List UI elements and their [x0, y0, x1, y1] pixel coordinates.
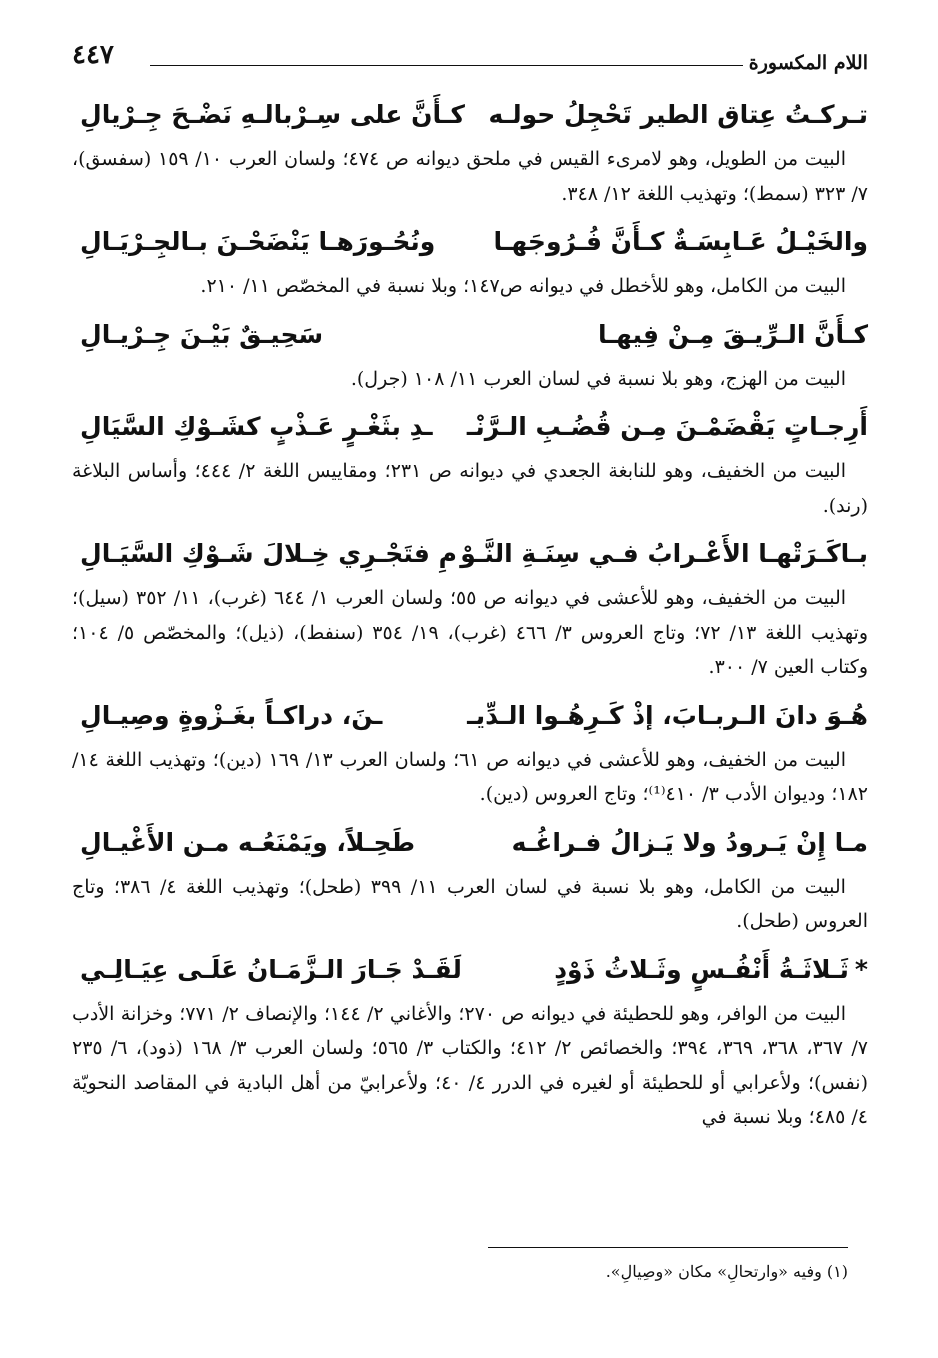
poetry-entry: [72, 529, 868, 685]
poetry-entry: [72, 310, 868, 397]
verse-line: [72, 402, 868, 454]
verse-line: [72, 217, 868, 269]
source-note: [72, 142, 868, 211]
header-rule: [150, 65, 743, 66]
source-note: [72, 269, 868, 304]
first-hemistich: أَرِجـاتٍ يَقْضَمْـنَ مِـن قُضُـبِ الـرَّنْـ: [466, 412, 868, 441]
section-title: اللام المكسورة: [748, 52, 868, 74]
first-hemistich: والخَيْـلُ عَـابِسَـةٌ كـأَنَّ فُـرُوجَهـا: [493, 227, 868, 256]
asterisk-marker: *: [854, 954, 868, 984]
first-hemistich: بـاكَـرَتْهـا الأَعْـرابُ فـي سِنَـةِ النَّـوْ: [460, 539, 868, 568]
poetry-entry: [72, 402, 868, 523]
second-hemistich: ـنَ، دراكـاً بغَـزْوةٍ وصِيـالِ: [80, 700, 383, 730]
source-note: [72, 997, 868, 1135]
source-note: [72, 454, 868, 523]
page-number: ٤٤٧: [72, 40, 114, 70]
source-note-text: البيت من الكامل، وهو بلا نسبة في لسان العرب ١١/ ٣٩٩ (طحل)؛ وتهذيب اللغة ٤/ ٣٨٦؛ وتاج العروس (طحل).: [72, 875, 868, 932]
source-note: [72, 870, 868, 939]
footnote: (١) وفيه «وارتحالِ» مكان «وصِيالِ».: [605, 1262, 848, 1281]
verse-line: [72, 945, 868, 997]
source-note: [72, 362, 868, 397]
poetry-entry: [72, 818, 868, 939]
verse-line: [72, 818, 868, 870]
second-hemistich: سَحِيـقٌ بَيْـنَ جِـرْيـالِ: [80, 319, 324, 349]
verse-line: [72, 691, 868, 743]
page-header: [72, 40, 868, 80]
first-hemistich: هُـوَ دانَ الـربـابَ، إذْ كَـرِهُـوا الـدِّيـ: [467, 700, 868, 730]
verse-line: [72, 310, 868, 362]
first-hemistich: [554, 951, 868, 989]
poetry-entry: [72, 217, 868, 304]
poetry-entry: [72, 691, 868, 812]
source-note-text: البيت من الخفيف، وهو للأعشى في ديوانه ص ٥٥؛ ولسان العرب ١/ ٦٤٤ (غرب)، ١١/ ٣٥٢ (سيل)؛ وتهذيب اللغة ١٣/ ٧٢؛ وتاج العروس ٣/ ٤٦٦ (غرب)، ١٩/ ٣٥٤ (سنفط)، (ذيل)؛ والمخصّص ٥/ ١٠٤؛ وكتاب العين ٧/ ٣٠٠.: [72, 587, 869, 678]
poetry-entry: [72, 945, 868, 1135]
source-note-text: البيت من الخفيف، وهو للنابغة الجعدي في ديوانه ص ٢٣١؛ ومقاييس اللغة ٢/ ٤٤٤؛ وأساس البلاغة (رند).: [72, 460, 868, 517]
source-note-text: البيت من الخفيف، وهو للأعشى في ديوانه ص ٦١؛ ولسان العرب ١٣/ ١٦٩ (دين)؛ وتهذيب اللغة ١٤/ ١٨٢؛ وديوان الأدب ٣/ ٤١٠⁽¹⁾؛ وتاج العروس (دين).: [72, 748, 868, 805]
first-hemistich: كـأَنَّ الـرِّيـقَ مِـنْ فِيهـا: [598, 319, 868, 349]
second-hemistich: مِ فتَجْـرِي خِـلالَ شَـوْكِ السَّيَـالِ: [80, 539, 457, 568]
second-hemistich: ـدِ بثَغْـرٍ عَـذْبٍ كشَـوْكِ السَّيَالِ: [80, 412, 433, 441]
source-note-text: البيت من الكامل، وهو للأخطل في ديوانه ص١٤٧؛ وبلا نسبة في المخصّص ١١/ ٢١٠.: [200, 275, 846, 297]
first-hemistich: مـا إِنْ يَـرودُ ولا يَـزالُ فـراغُـه: [511, 827, 868, 857]
second-hemistich: ونُحُـورَهـا يَنْضَحْـنَ بـالجِـرْيَـالِ: [80, 227, 436, 256]
source-note-text: البيت من الهزج، وهو بلا نسبة في لسان العرب ١١/ ١٠٨ (جرل).: [350, 367, 846, 390]
page-body: [72, 90, 868, 1141]
first-hemistich: تـركـتُ عِتاق الطير تَحْجِلُ حولـه: [488, 100, 868, 129]
source-note-text: البيت من الوافر، وهو للحطيئة في ديوانه ص ٢٧٠؛ والأغاني ٢/ ١٤٤؛ والإنصاف ٢/ ٧٧١؛ وخزانة الأدب ٧/ ٣٦٧، ٣٦٨، ٣٦٩، ٣٩٤؛ والخصائص ٢/ ٤١٢؛ والكتاب ٣/ ٥٦٥؛ ولسان العرب ٣/ ١٦٨ (ذود)، ٦/ ٢٣٥ (نفس)؛ ولأعرابي أو للحطيئة أو لغيره في الدرر ٤/ ٤٠؛ ولأعرابيّ من أهل البادية في المقاصد النحويّة ٤/ ٤٨٥؛ وبلا نسبة في: [72, 1002, 869, 1128]
source-note: [72, 743, 868, 812]
second-hemistich: كـأَنَّ على سِـرْبالـهِ نَضْـحَ جِـرْيالِ: [80, 100, 465, 129]
verse-line: [72, 529, 868, 581]
verse-line: [72, 90, 868, 142]
second-hemistich: لَقَـدْ جَـارَ الـزَّمَـانُ عَلَـى عِيَـالِـي: [80, 954, 462, 984]
second-hemistich: طَحِـلاً، ويَمْنَعُـه مـن الأَغْيـالِ: [80, 827, 416, 857]
footnote-rule: [488, 1247, 848, 1248]
poetry-entry: [72, 90, 868, 211]
source-note: [72, 581, 868, 685]
source-note-text: البيت من الطويل، وهو لامرىء القيس في ملحق ديوانه ص ٤٧٤؛ ولسان العرب ١٠/ ١٥٩ (سفسق)، ٧/ ٣٢٣ (سمط)؛ وتهذيب اللغة ١٢/ ٣٤٨.: [72, 148, 868, 205]
first-hemistich-text: ثَـلاثَـةُ أَنْفُـسٍ وثَـلاثُ ذَوْدٍ: [554, 954, 849, 984]
